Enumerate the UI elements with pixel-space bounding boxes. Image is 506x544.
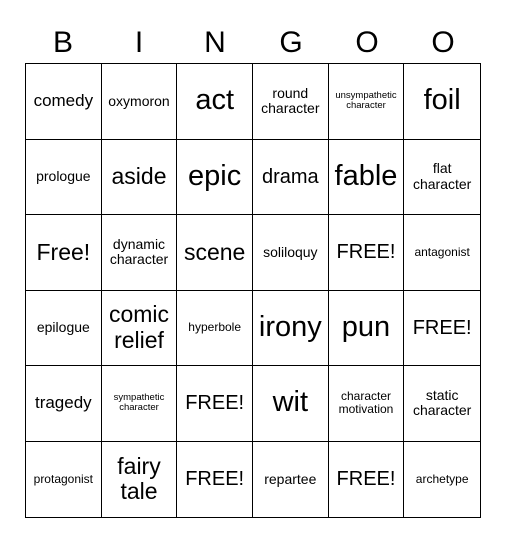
bingo-cell[interactable]: oxymoron xyxy=(102,64,178,140)
header-letter-g: G xyxy=(279,26,303,59)
bingo-cell[interactable]: character motivation xyxy=(329,366,405,442)
bingo-cell[interactable]: FREE! xyxy=(329,442,405,518)
header-letter-b: B xyxy=(52,26,73,59)
bingo-cell[interactable]: flat character xyxy=(404,140,480,216)
bingo-cell[interactable]: drama xyxy=(253,140,329,216)
bingo-cell[interactable]: hyperbole xyxy=(177,291,253,367)
bingo-cell[interactable]: FREE! xyxy=(177,442,253,518)
bingo-cell[interactable]: repartee xyxy=(253,442,329,518)
bingo-cell[interactable]: comic relief xyxy=(102,291,178,367)
bingo-cell[interactable]: prologue xyxy=(26,140,102,216)
bingo-cell[interactable]: FREE! xyxy=(329,215,405,291)
bingo-cell[interactable]: wit xyxy=(253,366,329,442)
bingo-cell[interactable]: scene xyxy=(177,215,253,291)
bingo-board xyxy=(25,63,481,518)
bingo-cell[interactable]: foil xyxy=(404,64,480,140)
bingo-header xyxy=(25,22,481,64)
header-letter-o-2: O xyxy=(431,26,455,59)
bingo-cell[interactable]: pun xyxy=(329,291,405,367)
bingo-cell[interactable]: epic xyxy=(177,140,253,216)
bingo-cell[interactable]: round character xyxy=(253,64,329,140)
bingo-cell[interactable]: irony xyxy=(253,291,329,367)
bingo-cell[interactable]: act xyxy=(177,64,253,140)
bingo-cell[interactable]: FREE! xyxy=(177,366,253,442)
bingo-cell[interactable]: epilogue xyxy=(26,291,102,367)
header-letter-o: O xyxy=(355,26,379,59)
bingo-cell[interactable]: static character xyxy=(404,366,480,442)
bingo-cell[interactable]: fairy tale xyxy=(102,442,178,518)
bingo-cell[interactable]: dynamic character xyxy=(102,215,178,291)
header-letter-n: N xyxy=(204,26,226,59)
bingo-cell[interactable]: protagonist xyxy=(26,442,102,518)
bingo-cell[interactable]: tragedy xyxy=(26,366,102,442)
bingo-cell[interactable]: unsympathetic character xyxy=(329,64,405,140)
bingo-cell[interactable]: fable xyxy=(329,140,405,216)
bingo-cell[interactable]: FREE! xyxy=(404,291,480,367)
bingo-cell[interactable]: archetype xyxy=(415,471,469,486)
bingo-cell[interactable]: aside xyxy=(102,140,178,216)
bingo-cell[interactable]: sympathetic character xyxy=(102,366,178,442)
header-letter-i: I xyxy=(134,26,144,59)
bingo-cell[interactable]: antagonist xyxy=(404,215,480,291)
bingo-cell[interactable]: comedy xyxy=(26,64,102,140)
bingo-cell[interactable]: soliloquy xyxy=(253,215,329,291)
bingo-cell[interactable]: Free! xyxy=(26,215,102,291)
